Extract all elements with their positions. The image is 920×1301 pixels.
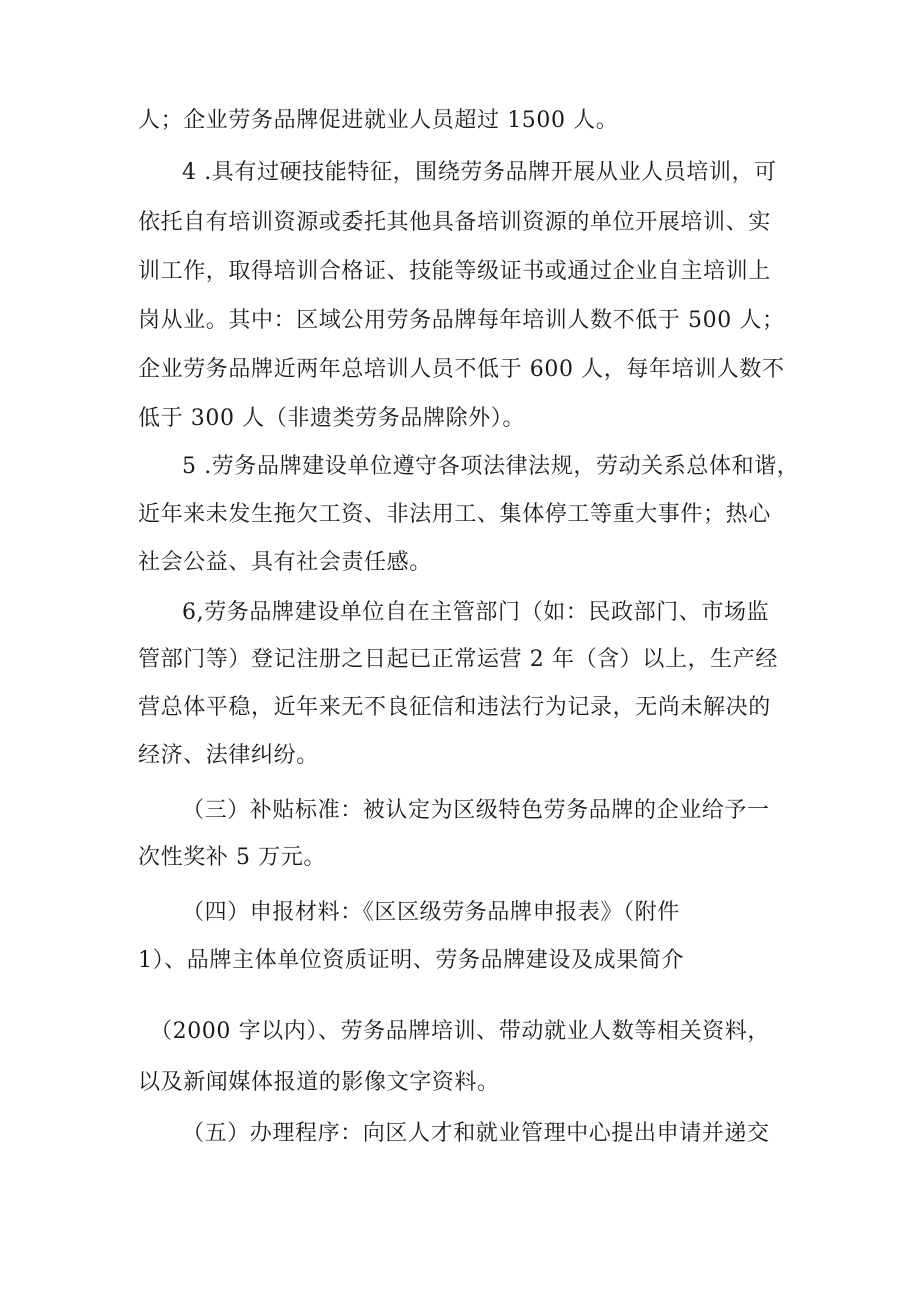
text-line: 经济、法律纠纷。	[138, 743, 319, 768]
text-line: 以及新闻媒体报道的影像文字资料。	[138, 1070, 500, 1095]
text-line: 低于 300 人（非遗类劳务品牌除外）。	[138, 406, 525, 431]
text-line: 管部门等）登记注册之日起已正常运营 2 年（含）以上，生产经	[138, 647, 778, 672]
text-line: 岗从业。其中：区域公用劳务品牌每年培训人数不低于 500 人；	[138, 308, 785, 333]
text-line: 6,劳务品牌建设单位自在主管部门（如：民政部门、市场监	[182, 600, 770, 625]
text-line: 营总体平稳，近年来无不良征信和违法行为记录，无尚未解决的	[138, 695, 771, 720]
text-line: 近年来未发生拖欠工资、非法用工、集体停工等重大事件；热心	[138, 502, 771, 527]
text-line: （三）补贴标准：被认定为区级特色劳务品牌的企业给予一	[182, 798, 770, 823]
text-line: 人；企业劳务品牌促进就业人员超过 1500 人。	[138, 108, 619, 133]
text-line: 5 .劳务品牌建设单位遵守各项法律法规，劳动关系总体和谐，	[182, 454, 800, 479]
text-line: 依托自有培训资源或委托其他具备培训资源的单位开展培训、实	[138, 210, 771, 235]
text-line: （四）申报材料：《区区级劳务品牌申报表》（附件	[182, 900, 680, 925]
text-line: 1）、品牌主体单位资质证明、劳务品牌建设及成果简介	[138, 948, 684, 973]
text-line: 4 .具有过硬技能特征，围绕劳务品牌开展从业人员培训，可	[182, 160, 777, 185]
text-line: 企业劳务品牌近两年总培训人员不低于 600 人，每年培训人数不	[138, 357, 785, 382]
text-line: 训工作，取得培训合格证、技能等级证书或通过企业自主培训上	[138, 259, 771, 284]
text-line: （五）办理程序：向区人才和就业管理中心提出申请并递交	[182, 1121, 770, 1146]
text-line: （2000 字以内）、劳务品牌培训、带动就业人数等相关资料，	[150, 1019, 770, 1044]
text-line: 社会公益、具有社会责任感。	[138, 550, 432, 575]
text-line: 次性奖补 5 万元。	[138, 845, 326, 870]
